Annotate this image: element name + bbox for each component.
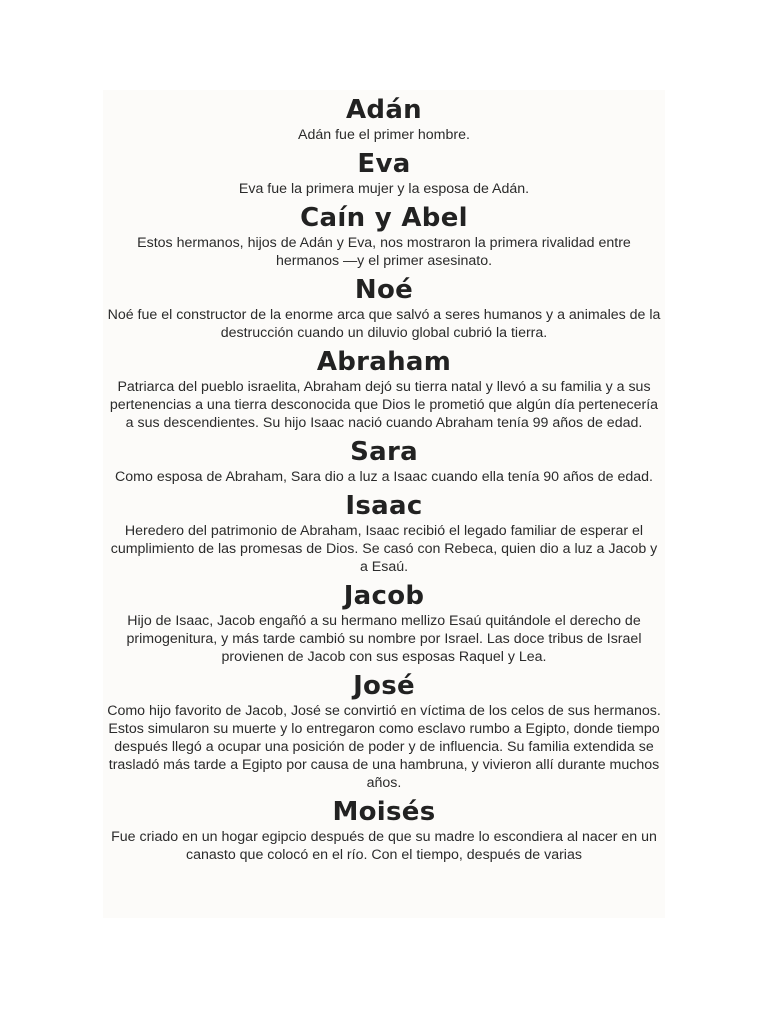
document-page bbox=[103, 90, 665, 918]
entry-description: Como hijo favorito de Jacob, José se convirtió en víctima de los celos de sus hermanos. Estos simularon su muerte y lo entregaron como esclavo rumbo a Egipto, donde tiempo después llegó a ocupar una posición de poder y de influencia. Su familia extendida se trasladó más tarde a Egipto por causa de una hambruna, y vivieron allí durante muchos años. bbox=[107, 703, 661, 791]
entry-jose bbox=[103, 666, 665, 792]
entry-title: Noé bbox=[354, 275, 414, 305]
entry-description: Adán fue el primer hombre. bbox=[298, 127, 470, 143]
entry-title: Adán bbox=[346, 95, 422, 125]
entry-description: Noé fue el constructor de la enorme arca que salvó a seres humanos y a animales de la destrucción cuando un diluvio global cubrió la tierra. bbox=[107, 307, 661, 341]
entry-description: Eva fue la primera mujer y la esposa de Adán. bbox=[238, 181, 530, 197]
entry-description: Hijo de Isaac, Jacob engañó a su hermano mellizo Esaú quitándole el derecho de primogenitura, y más tarde cambió su nombre por Israel. Las doce tribus de Israel provienen de Jacob con sus esposas Raquel y Lea. bbox=[126, 613, 642, 665]
entry-moises bbox=[103, 792, 665, 864]
entry-sara bbox=[103, 432, 665, 486]
entry-description: Estos hermanos, hijos de Adán y Eva, nos mostraron la primera rivalidad entre hermanos —y el primer asesinato. bbox=[137, 235, 631, 269]
entry-isaac bbox=[103, 486, 665, 576]
entry-title: Jacob bbox=[343, 581, 425, 611]
entry-description: Heredero del patrimonio de Abraham, Isaac recibió el legado familiar de esperar el cumplimiento de las promesas de Dios. Se casó con Rebeca, quien dio a luz a Jacob y a Esaú. bbox=[110, 523, 658, 575]
entry-description: Patriarca del pueblo israelita, Abraham dejó su tierra natal y llevó a su familia y a sus pertenencias a una tierra desconocida que Dios le prometió que algún día pertenecería a sus descendientes. Su hijo Isaac nació cuando Abraham tenía 99 años de edad. bbox=[109, 379, 659, 431]
entry-title: Eva bbox=[357, 149, 411, 179]
entry-title: Abraham bbox=[316, 347, 452, 377]
entry-title: Sara bbox=[350, 437, 418, 467]
entry-title: José bbox=[353, 671, 415, 701]
entry-abraham bbox=[103, 342, 665, 432]
entry-title: Moisés bbox=[332, 797, 436, 827]
entry-eva bbox=[103, 144, 665, 198]
entry-cain-y-abel bbox=[103, 198, 665, 270]
entry-description: Fue criado en un hogar egipcio después de que su madre lo escondiera al nacer en un canasto que colocó en el río. Con el tiempo, después de varias bbox=[111, 829, 657, 863]
entry-title: Isaac bbox=[345, 491, 423, 521]
entry-adan bbox=[103, 90, 665, 144]
entry-title: Caín y Abel bbox=[300, 203, 468, 233]
entry-description: Como esposa de Abraham, Sara dio a luz a Isaac cuando ella tenía 90 años de edad. bbox=[115, 469, 653, 485]
entry-jacob bbox=[103, 576, 665, 666]
entry-noe bbox=[103, 270, 665, 342]
